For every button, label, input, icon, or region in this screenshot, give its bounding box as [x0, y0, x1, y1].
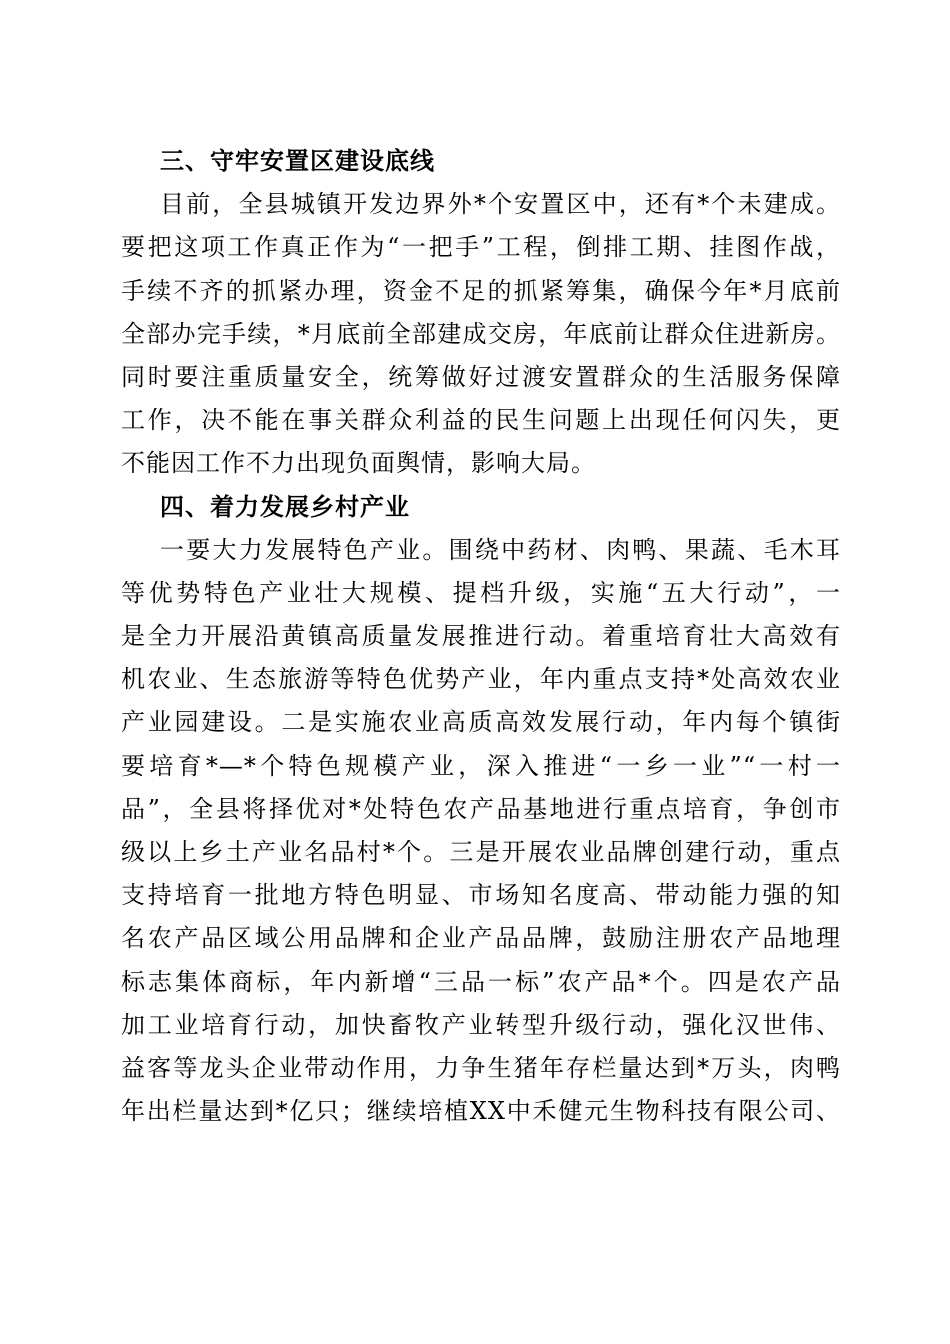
paragraph-line: 要培育*—*个特色规模产业，深入推进“一乡一业”“一村一 — [121, 751, 841, 780]
paragraph-line: 不能因工作不力出现负面舆情，影响大局。 — [121, 449, 596, 478]
paragraph-line: 机农业、生态旅游等特色优势产业，年内重点支持*处高效农业 — [121, 665, 841, 694]
paragraph-line: 益客等龙头企业带动作用，力争生猪年存栏量达到*万头，肉鸭 — [121, 1053, 841, 1082]
paragraph-line: 全部办完手续，*月底前全部建成交房，年底前让群众住进新房。 — [121, 319, 841, 348]
paragraph-line: 支持培育一批地方特色明显、市场知名度高、带动能力强的知 — [121, 881, 841, 910]
section-heading-3: 三、守牢安置区建设底线 — [160, 147, 435, 175]
paragraph-line: 名农产品区域公用品牌和企业产品品牌，鼓励注册农产品地理 — [121, 924, 841, 953]
paragraph-line: 年出栏量达到*亿只；继续培植XX中禾健元生物科技有限公司、 — [121, 1097, 841, 1126]
paragraph-line: 同时要注重质量安全，统筹做好过渡安置群众的生活服务保障 — [121, 362, 841, 391]
paragraph-line: 等优势特色产业壮大规模、提档升级，实施“五大行动”，一 — [121, 578, 841, 607]
paragraph-line: 加工业培育行动，加快畜牧产业转型升级行动，强化汉世伟、 — [121, 1010, 841, 1039]
paragraph-line: 品”，全县将择优对*处特色农产品基地进行重点培育，争创市 — [121, 794, 841, 823]
paragraph-line: 要把这项工作真正作为“一把手”工程，倒排工期、挂图作战， — [121, 233, 841, 262]
paragraph-line: 标志集体商标，年内新增“三品一标”农产品*个。四是农产品 — [121, 967, 841, 996]
paragraph-line: 产业园建设。二是实施农业高质高效发展行动，年内每个镇街 — [121, 708, 841, 737]
section-heading-4: 四、着力发展乡村产业 — [160, 492, 410, 521]
paragraph-line: 级以上乡土产业名品村*个。三是开展农业品牌创建行动，重点 — [121, 838, 841, 866]
paragraph-line: 手续不齐的抓紧办理，资金不足的抓紧筹集，确保今年*月底前 — [121, 276, 841, 305]
paragraph-line: 工作，决不能在事关群众利益的民生问题上出现任何闪失，更 — [121, 406, 841, 435]
document-body — [121, 140, 841, 1133]
paragraph-line: 目前，全县城镇开发边界外*个安置区中，还有*个未建成。 — [160, 190, 841, 219]
paragraph-line: 是全力开展沿黄镇高质量发展推进行动。着重培育壮大高效有 — [121, 622, 841, 651]
paragraph-line: 一要大力发展特色产业。围绕中药材、肉鸭、果蔬、毛木耳 — [160, 535, 841, 564]
